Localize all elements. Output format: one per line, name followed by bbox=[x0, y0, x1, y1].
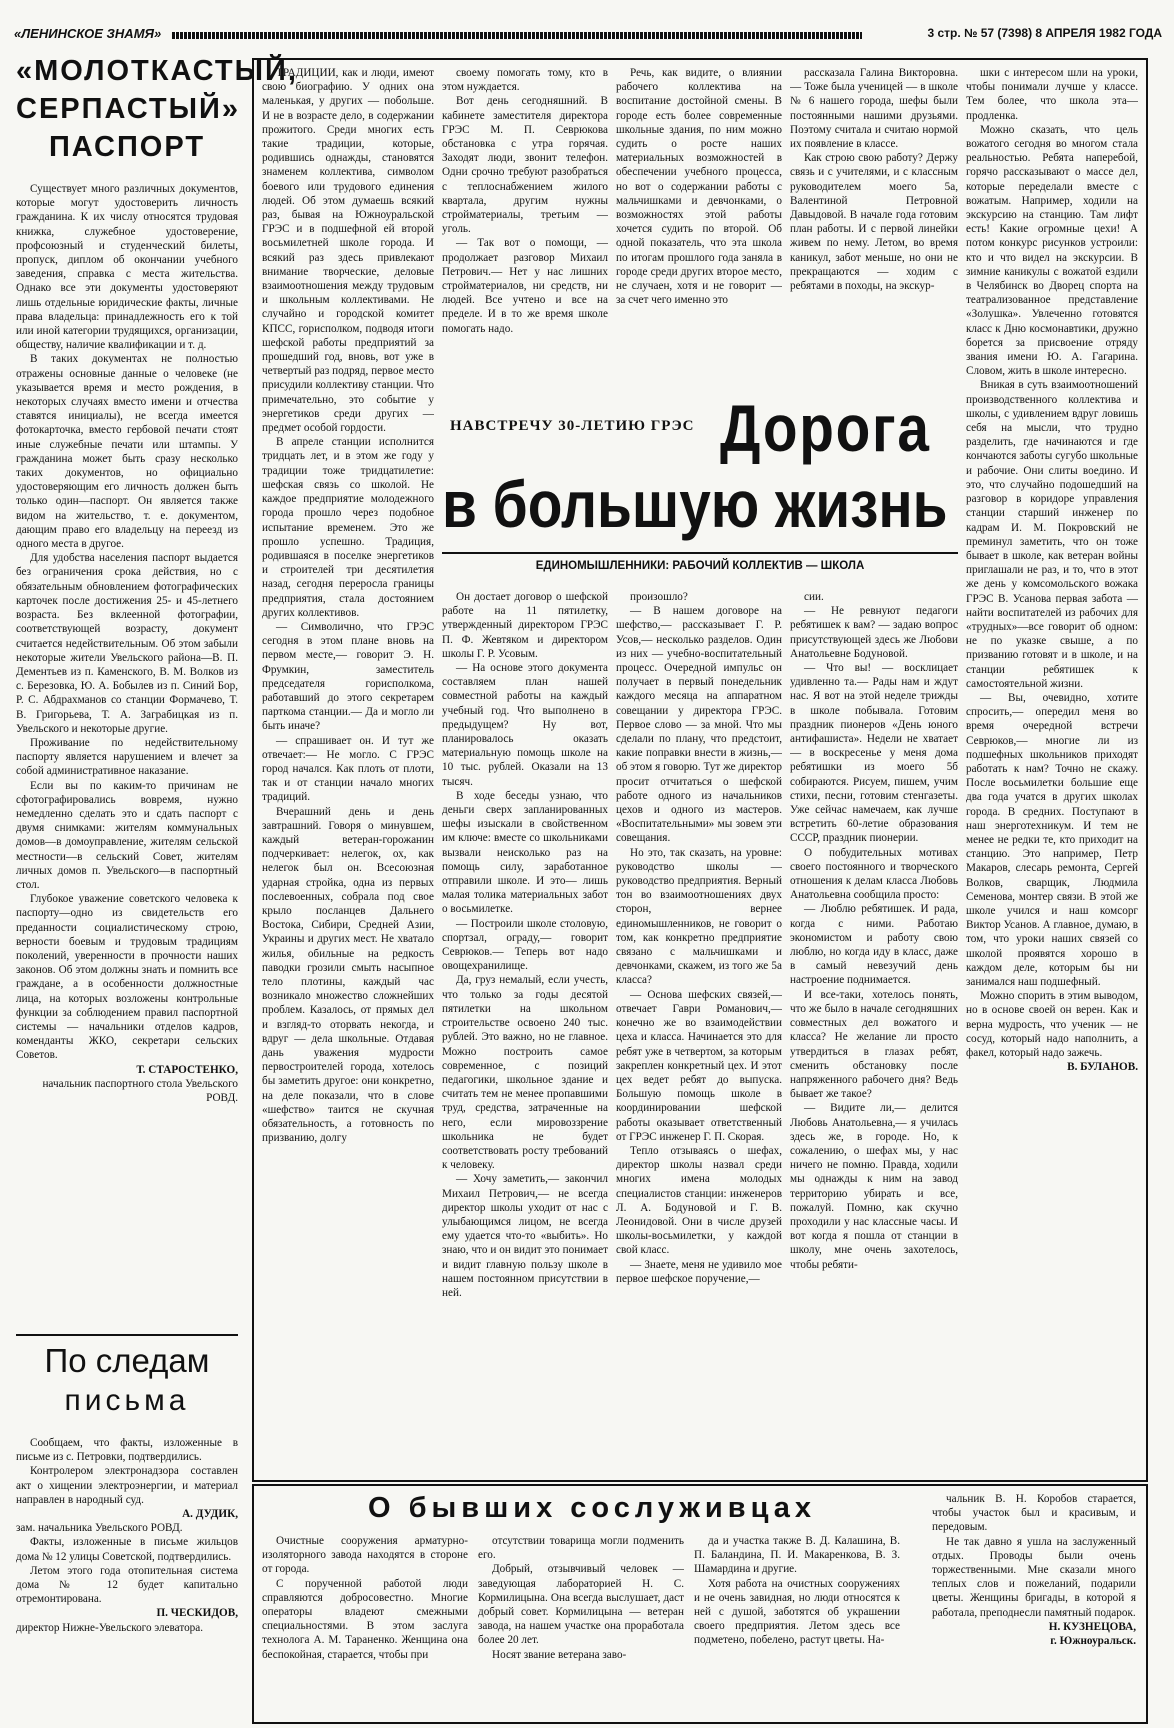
paragraph: С порученной работой люди справляются добросовестно. Многие операторы владеют смежными специальностями. В этом заслуга технолога А. М. Тараненко. Женщина она беспокойная, старается, чтобы при bbox=[262, 1577, 468, 1661]
paragraph: — Не ревнуют педагоги ребятишек к вам? — задаю вопрос присутствующей здесь же Любови Анатольевне Бодуновой. bbox=[790, 605, 958, 660]
colleagues-col-2 bbox=[478, 1534, 684, 1714]
paragraph: Летом этого года отопительная система дома № 12 будет капитально отремонтирована. bbox=[16, 1564, 238, 1606]
passport-article bbox=[16, 182, 238, 1300]
signature: П. ЧЕСКИДОВ, bbox=[156, 1607, 238, 1620]
road-top-col-2 bbox=[442, 66, 608, 386]
paragraph: Речь, как видите, о влиянии рабочего коллектива на воспитание достойной смены. В городе есть более современные школьные здания, по ним можно судить о росте наших материальных возможностей в обеспечении учебного процесса, но вот о содержании работы с мальчишками и девчонками, о возможностях этой работы хочется судить по второй. Об одной показатель, что эта школа по итогам прошлого года заняла в городе среди других второе место, не случаен, хотя и не говорит — за счет чего именно это bbox=[616, 67, 782, 307]
road-top-col-1 bbox=[262, 66, 434, 1470]
paragraph: — Хочу заметить,— закончил Михаил Петрович,— не всегда директор школы уходит от нас с улыбающимся лицом, не всегда ему удается что-то «выбить». Но знаю, что и он видит это понимает и видит главную пользу школе в нашем постоянном присутствии в ней. bbox=[442, 1173, 608, 1299]
road-rubric: НАВСТРЕЧУ 30-ЛЕТИЮ ГРЭС bbox=[450, 418, 695, 434]
paragraph: Можно сказать, что цель вожатого сегодня во многом стала реальностью. Ребята наперебой, горячо рассказывают о массе дел, которые переделали вместе с вожатым. Например, ходили на экскурсию на станцию. Там лифт есть! Какие огромные цехи! А потом конкурс рисунков устроили: кто и что видел на экскурсии. В зимние каникулы с вожатой ездили в Челябинск во Дворец спорта на театрализованное представление «Золушка». Увлеченно готовятся класс к Дню космонавтики, дружно борется за присвоение отряду звания имени Ю. А. Гагарина. Словом, жить в школе интересно. bbox=[966, 123, 1138, 378]
paragraph: — На основе этого документа составляем план нашей совместной работы на каждый учебный год. Что выполнено в предыдущем? Ну вот, планировалось оказать материальную помощь школе на 10 тыс. рублей. Оказали на 13 тысяч. bbox=[442, 662, 608, 788]
letters-title bbox=[16, 1340, 238, 1430]
signature: В. БУЛАНОВ. bbox=[1067, 1061, 1138, 1074]
paragraph: Но это, так сказать, на уровне: руководство школы — руководство предприятия. Верный тон во взаимоотношениях двух сторон, вернее единомышленников, не говорит о том, как конкретно предприятие связано с мальчишками и девчонками, скажем, из того же 5а класса? bbox=[616, 846, 782, 987]
road-bottom-col-2 bbox=[616, 590, 782, 1470]
paragraph: Вот день сегодняшний. В кабинете заместителя директора ГРЭС М. П. Севрюкова обстановка с утра горячая. Заходят люди, звонит телефон. Одни срочно требуют разобраться с теплоснабжением жилого квартала, другим нужны стройматериалы, третьим — уголь. bbox=[442, 95, 608, 236]
paragraph: — Люблю ребятишек. И рада, когда с ними. Работаю экономистом и работу свою люблю, но когда иду в класс, даже в самый невезучий день настроение поднимается. bbox=[790, 903, 958, 987]
paragraph: сии. bbox=[804, 591, 824, 603]
signature: Н. КУЗНЕЦОВА, bbox=[1048, 1620, 1136, 1633]
issue-info: 3 стр. № 57 (7398) 8 АПРЕЛЯ 1982 ГОДА bbox=[927, 26, 1162, 40]
paragraph: Вникая в суть взаимоотношений производственного коллектива и школы, с удивлением вдруг ловишь себя на мысли, что трудно разделить, где начинаются и где кончаются заботы сугубо школьные и рабочие. Они слиты воедино. И это, что случайно подошедший на разговор в коридоре управления станции старший инженер по кадрам И. М. Покровский не преминул заметить, что он тоже бывает в школе, как ветеран войны приглашали не раз, и то, что в этот же день у комсомольского вожака ГРЭС В. Усанова первая забота —найти воспитателей из рабочих для «трудных»—все говорит об одном: не по указке свыше, а по призванию готовят и в школе, и на станции ребятишек к самостоятельной жизни. bbox=[966, 379, 1138, 690]
paragraph: Сообщаем, что факты, изложенные в письме из с. Петровки, подтвердились. bbox=[16, 1437, 238, 1464]
paragraph: Проживание по недействительному паспорту является нарушением и влечет за собой административное наказание. bbox=[16, 736, 238, 778]
paragraph: Для удобства населения паспорт выдается без ограничения срока действия, но с обязательным обновлением фотографических карточек после достижения 25- и 45-летнего возраста. Без вклеенной фотографии, соответствующей возрасту, документ считается недействительным. Об этом забыли некоторые жители Увельского района—В. П. Дементьев из п. Каменского, В. М. Волков из с. Березовка, Ю. А. Бобылев из п. Синий Бор, Р. С. Абдрахманов со станции Формачево, Т. В. Григорьева, Т. А. Заграбицкая из п. Увельского и некоторые другие. bbox=[16, 552, 238, 735]
paragraph: Хотя работа на очистных сооружениях и не очень завидная, но люди относятся к ней с душой, заботятся об украшении своего предприятия. Летом здесь все подметено, побелено, растут цветы. На- bbox=[694, 1577, 900, 1647]
road-title-line1: Дорога bbox=[720, 391, 931, 465]
paragraph: Очистные сооружения арматурно-изоляторного завода находятся в стороне от города. bbox=[262, 1535, 468, 1576]
paragraph: И все-таки, хотелось понять, что же было в начале сегодняшних совместных дел вожатого и класса? Не желание ли просто утвердиться в глазах ребят, сменить обстановку после напряженного рабочего дня? Ведь бывает же такое? bbox=[790, 988, 958, 1101]
paragraph: — В нашем договоре на шефство,— рассказывает Г. Р. Усов,— несколько разделов. Один из них — учебно-воспитательный процесс. Очередной импульс он получает в первый понедельник каждого месяца на аппаратном совещании у директора ГРЭС. Первое слово — за мной. Что мы сделали по плану, что предстоит, какие поправки внести в жизнь,— об этом я говорю. Тут же директор просит отчитаться о шефской работе одного из начальников цехов и одного из мастеров. «Воспитательными» мы зовем эти совещания. bbox=[616, 605, 782, 845]
paragraph: В таких документах не полностью отражены основные данные о человеке (не указывается время и место рождения, в некоторых случаях вместо имени и отчества ставятся инициалы), не всегда имеется фотокарточка, вместо гербовой печати стоят иные служебные печати или штампы. У гражданина может быть сразу несколько таких документов, но официально удостоверяющим его личность должен быть только один—паспорт. Он является также видом на жительство, т. е. документом, дающим право его владельцу на переезд из одного места в другое. bbox=[16, 353, 238, 551]
paragraph: — Символично, что ГРЭС сегодня в этом плане вновь на первом месте,— говорит Э. Н. Фрумкин, заместитель председателя горисполкома, работавший до этого секретарем парткома станции.— Да и могло ли быть иначе? bbox=[262, 620, 434, 733]
colleagues-col-3 bbox=[694, 1534, 900, 1714]
road-bottom-col-1 bbox=[442, 590, 608, 1470]
signature-place: г. Южноуральск. bbox=[1050, 1635, 1136, 1648]
subtitle-rule bbox=[442, 552, 958, 554]
road-top-col-3 bbox=[616, 66, 782, 386]
paragraph: Он достает договор о шефской работе на 11 пятилетку, утвержденный директором ГРЭС П. Ф. Жевтяком и директором школы Г. Р. Усовым. bbox=[442, 591, 608, 660]
paragraph: Глубокое уважение советского человека к паспорту—одно из свидетельств его преданности социалистическому строю, верности боевым и трудовым традициям поколений, уверенности в прочности наших законов. Об этом должны знать и помнить все граждане, а в особенности должностные лица, на которых возложены контрольные функции за соблюдением правил паспортной системы — начальники отделов кадров, коменданты ЖКО, секретари сельских Советов. bbox=[16, 893, 238, 1062]
paragraph: — Видите ли,— делится Любовь Анатольевна,— я училась здесь же, в городе. Но, к сожалению, о шефах мы, у нас ничего не помню. Правда, ходили мы однажды к ним на завод территорию убирать и все, пожалуй. Помню, как скучно проходили у нас классные часы. И вот когда я пошла от станции в школу, мне очень захотелось, чтобы ребяти- bbox=[790, 1102, 958, 1271]
signature: Т. СТАРОСТЕНКО, bbox=[136, 1063, 238, 1076]
paragraph: О побудительных мотивах своего постоянного и творческого отношения к делам класса Любовь Анатольевна сообщила просто: bbox=[790, 846, 958, 902]
paragraph: Можно спорить в этим выводом, но в основе своей он верен. Как и верна мудрость, что ученик — не сосуд, который надо наполнить, а факел, который надо зажечь. bbox=[966, 990, 1138, 1060]
passport-title bbox=[16, 52, 298, 172]
signature-role: начальник паспортного стола Увельского РОВД. bbox=[42, 1077, 238, 1104]
paragraph: шки с интересом шли на уроки, чтобы понимали лучше у классе. Тем более, что школа эта— продленка. bbox=[966, 67, 1138, 122]
signature-role: зам. начальника Увельского РОВД. bbox=[16, 1522, 183, 1535]
paragraph: — Знаете, меня не удивило мое первое шефское поручение,— bbox=[616, 1258, 782, 1285]
paragraph: В апреле станции исполнится тридцать лет, и в этом же году у традиции тоже тридцатилетие: шефская связь со школой. Не каждое предприятие молодежного города прошло через подобное испытание временем. Это же прошло успешно. Традиция, родившаяся в поселке энергетиков и строителей три десятилетия назад, сегодня переросла границы предприятия, стала достоянием других коллективов. bbox=[262, 436, 434, 619]
paragraph: Как строю свою работу? Держу связь и с учителями, и с классным руководителем моего 5а, Валентиной Петровной Давыдовой. В начале года готовим план работы. И с первой линейки живем по нему. Летом, во время каникул, забот меньше, но они не прекращаются — ходим с ребятами в походы, на экскур- bbox=[790, 152, 958, 293]
letters-article bbox=[16, 1436, 238, 1716]
passport-title-text: «МОЛОТКАСТЫЙ, СЕРПАСТЫЙ» ПАСПОРТ bbox=[16, 55, 298, 163]
divider bbox=[16, 1334, 238, 1336]
road-bottom-col-3 bbox=[790, 590, 958, 1470]
letters-title-line2: письма bbox=[64, 1384, 190, 1417]
road-top-col-4 bbox=[790, 66, 958, 386]
paragraph: отсутствии товарища могли подменить его. bbox=[478, 1535, 684, 1562]
paragraph: Если вы по каким-то причинам не сфотографировались вовремя, нужно немедленно сделать это и сдать паспорт с двумя снимками: жителям коммунальных домов—в домоуправление, жителям сельской местности—в сельский Совет, жителям личных домов п. Увельского—в паспортный стол. bbox=[16, 779, 238, 891]
paragraph: своему помогать тому, кто в этом нуждается. bbox=[442, 67, 608, 94]
paragraph: Тепло отзываясь о шефах, директор школы назвал среди многих имена молодых специалистов станции: инженеров Л. А. Бодуновой и Г. В. Леонидовой. Они в числе друзей школы-восьмилетки, у каждой свой класс. bbox=[616, 1144, 782, 1257]
paragraph: да и участка также В. Д. Калашина, В. П. Баландина, П. И. Макаренкова, В. З. Шамардина и другие. bbox=[694, 1535, 900, 1576]
paragraph: — Вы, очевидно, хотите спросить,— опередил меня во время очередной встречи Севрюков,— многие ли из подшефных школьников приходят работать к нам? Точно не скажу. После восьмилетки большие еще два года учатся в других школах города. В средних. Поступают в наш энерготехникум. И тем не менее не редки те, кто приходит на станцию. Это например, Петр Макаров, слесарь ремонта, Сергей Волков, сварщик, Людмила Семенова, монтер связи. В этой же школе учился и наш комсорг Виктор Усанов. А главное, думаю, в том, что уроки наших связей со школой проявятся хорошо в каждом деле, которым бы ни занимался наш подшефный. bbox=[966, 691, 1138, 988]
signature-role: директор Нижне-Увельского элеватора. bbox=[16, 1621, 204, 1634]
road-title-line2: в большую жизнь bbox=[442, 467, 948, 541]
paragraph: Существует много различных документов, которые могут удостоверить личность гражданина. К их числу относятся трудовая книжка, служебное удостоверение, профсоюзный и студенческий билеты, пропуск, диплом об окончании учебного заведения, справка с места жительства. Однако все эти документы удостоверяют лишь отдельные юридические факты, личные права владельца: принадлежность его к той или иной категории трудящихся, организации, обществу, наличие квалификации и т. д. bbox=[16, 183, 238, 352]
paragraph: — Что вы! — восклицает удивленно та.— Рады нам и ждут нас. Я вот на этой неделе трижды в школе побывала. Готовим праздник пионеров «День юного антифашиста». Недели не хватает — в воскресенье у меня дома ребятишки из моего 5б собираются. Рисуем, пишем, учим стихи, песни, готовим стенгазеты. Уже сейчас намечаем, как лучше встретить 60-летие образования СССР, праздник пионерии. bbox=[790, 662, 958, 845]
paragraph: чальник В. Н. Коробов старается, чтобы участок был и красивым, и передовым. bbox=[932, 1493, 1136, 1534]
paragraph: Контролером электронадзора составлен акт о хищении электроэнергии, и материал направлен в народный суд. bbox=[16, 1465, 238, 1506]
newspaper-name: «ЛЕНИНСКОЕ ЗНАМЯ» bbox=[14, 26, 162, 41]
colleagues-col-1 bbox=[262, 1534, 468, 1714]
paragraph: ТРАДИЦИИ, как и люди, имеют свою биографию. У одних она маленькая, у других — побольше. И не в возрасте дело, в содержании прожитого. Среди многих есть такие традиции, которые, родившись однажды, становятся знаменем коллектива, символом боевого или трудового единения людей. Об этом думаешь всякий раз, бывая на Южноуральской ГРЭС и в подшефной ей второй восьмилетней школе города. И всякий раз здесь привлекают внимание творческие, деловые взаимоотношения между трудовым и школьным коллективами. Не случайно и городской комитет КПСС, горисполком, подводя итоги шефской работы предприятий за прошедший год, вновь, вот уже в четвертый раз подряд, первое место присудили коллективу станции. Что примечательно, это событие у энергетиков среди других — предмет особой гордости. bbox=[262, 67, 434, 435]
paragraph: Да, груз немалый, если учесть, что только за годы десятой пятилетки на школьном строительстве освоено 240 тыс. рублей. Это важно, но не главное. Можно построить самое современное, с позиций педагогики, школьное здание и считать тем не менее пропавшими труд, средства, затраченные на него, если мировоззрение школьника не будет соответствовать росту требований к человеку. bbox=[442, 974, 608, 1172]
paragraph: — Основа шефских связей,— отвечает Гаври Романович,— конечно же во взаимодействии цеха и класса. Начинается это для ребят уже в четвертом, за которым закреплен конкретный цех. И этот цех ведет ребят до выпуска. Большую помощь школе в координировании шефской работы оказывает ответственный от ГРЭС инженер Г. П. Скорая. bbox=[616, 988, 782, 1143]
colleagues-col-4 bbox=[932, 1492, 1136, 1714]
paragraph: — Так вот о помощи, — продолжает разговор Михаил Петрович.— Нет у нас лишних стройматериалов, ни средств, ни людей. Все учтено и все на пределе. И в то же время школе помогать надо. bbox=[442, 237, 608, 335]
paragraph: В ходе беседы узнаю, что деньги сверх запланированных шефы изыскали в свойственном им ключе: вместе со школьниками вызвали неисколько раз на помощь силу, заработанное отправили школе. И это— лишь малая толика материальных забот о восьмилетке. bbox=[442, 789, 608, 916]
masthead bbox=[14, 26, 1162, 46]
letters-title-line1: По следам bbox=[44, 1342, 210, 1379]
colleagues-title: О бывших сослуживцах bbox=[367, 1492, 817, 1524]
signature: А. ДУДИК, bbox=[182, 1508, 238, 1521]
paragraph: Вчерашний день и день завтрашний. Говоря о минувшем, каждый ветеран-горожанин подчеркивает: нелегок, ох, как нелегок был он. Всесоюзная ударная стройка, одна из первых послевоенных, собрала под свое крыло посланцев Дальнего Востока, Сибири, Средней Азии, Украины и других мест. Не хватало жилья, обильные на редкость паводки грозили смыть насыпное тело плотины, каждый час возникало множество сложнейших проблем. Казалось, от прямых дел и взгляд-то оторвать некогда, и вдруг — дела школьные. Отдавая дань уважения мудрости первостроителей города, хотелось бы заметить другое: они конкретно, на деле показали, что в слове «шефство» таится не скучная обязательность, а готовность по призванию, долгу bbox=[262, 805, 434, 1145]
paragraph: Не так давно я ушла на заслуженный отдых. Проводы были очень торжественными. Мне сказали много теплых слов и пожеланий, подарили цветы. Женщины бригады, в которой я работала, преподнесли памятный подарок. bbox=[932, 1535, 1136, 1619]
paragraph: — спрашивает он. И тут же отвечает:— Не могло. С ГРЭС город начался. Как плоть от плоти, так и от станции начало многих традиций. bbox=[262, 734, 434, 804]
masthead-rule bbox=[172, 32, 862, 39]
paragraph: Носят звание ветерана заво- bbox=[492, 1648, 627, 1661]
paragraph: — Построили школе столовую, спортзал, ограду,— говорит Севрюков.— Теперь вот надо овощехранилище. bbox=[442, 917, 608, 973]
paragraph: Добрый, отзывчивый человек — заведующая лабораторией Н. С. Кормилицына. Она всегда выслушает, даст добрый совет. Кормилицына — ветеран завода, на нашем участке она проработала более 20 лет. bbox=[478, 1563, 684, 1647]
paragraph: рассказала Галина Викторовна.— Тоже была ученицей — в школе № 6 нашего города, шефы были постоянными нашими друзьями. Поэтому считала и считаю нормой их появление в классе. bbox=[790, 67, 958, 151]
road-subtitle: ЕДИНОМЫШЛЕННИКИ: РАБОЧИЙ КОЛЛЕКТИВ — ШКОЛА bbox=[535, 560, 865, 572]
paragraph: Факты, изложенные в письме жильцов дома № 12 улицы Советской, подтвердились. bbox=[16, 1536, 238, 1563]
road-top-col-5 bbox=[966, 66, 1138, 1462]
paragraph: произошло? bbox=[630, 591, 688, 603]
